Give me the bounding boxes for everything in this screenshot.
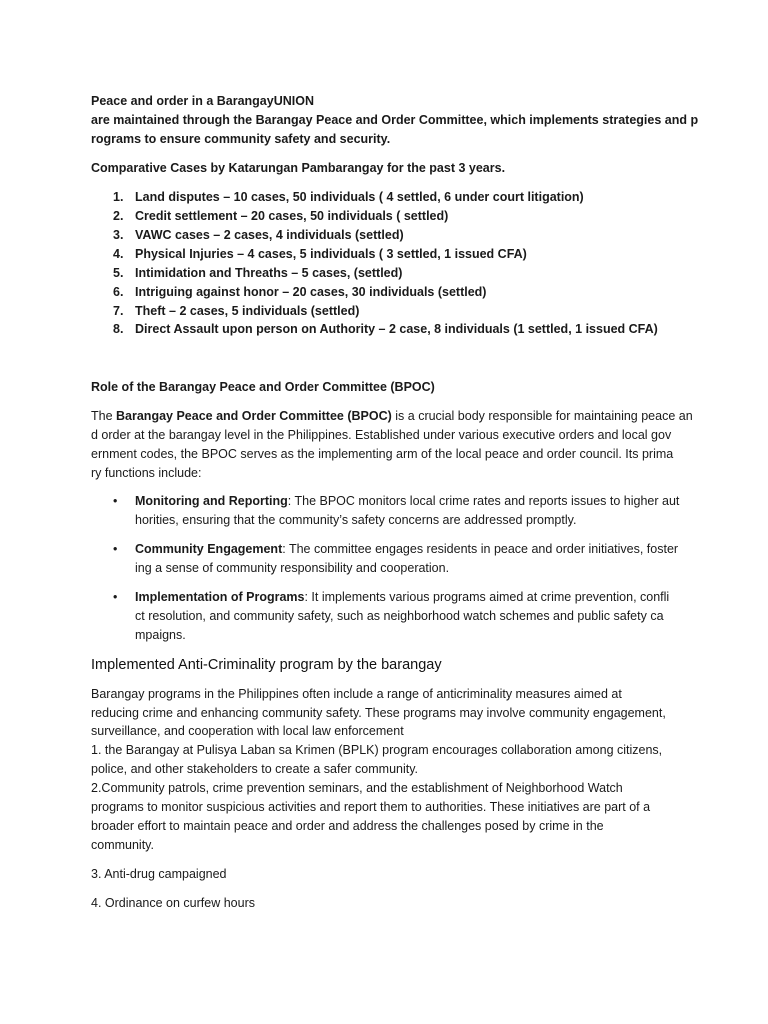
case-text: VAWC cases – 2 cases, 4 individuals (settled) bbox=[135, 228, 404, 242]
function-item-monitoring bbox=[135, 492, 679, 511]
case-item bbox=[113, 245, 527, 264]
anticrime-heading: Implemented Anti-Criminality program by the barangay bbox=[91, 657, 442, 673]
function-item-engagement bbox=[135, 540, 678, 559]
bpoc-paragraph-line-1 bbox=[91, 407, 693, 426]
case-text: Direct Assault upon person on Authority – 2 case, 8 individuals (1 settled, 1 issued CFA) bbox=[135, 322, 658, 336]
function-text-cont: horities, ensuring that the community’s safety concerns are addressed promptly. bbox=[135, 513, 577, 527]
function-label: Monitoring and Reporting bbox=[135, 494, 288, 508]
anticrime-line: broader effort to maintain peace and order and address the challenges posed by crime in the bbox=[91, 819, 604, 833]
anticrime-item-4: 4. Ordinance on curfew hours bbox=[91, 896, 255, 910]
case-text: Credit settlement – 20 cases, 50 individuals ( settled) bbox=[135, 209, 449, 223]
case-item bbox=[113, 207, 448, 226]
bpoc-heading: Role of the Barangay Peace and Order Committee (BPOC) bbox=[91, 380, 435, 394]
intro-title: Peace and order in a BarangayUNION bbox=[91, 94, 314, 108]
case-item bbox=[113, 320, 658, 339]
anticrime-line: surveillance, and cooperation with local law enforcement bbox=[91, 724, 404, 738]
anticrime-item-3: 3. Anti-drug campaigned bbox=[91, 867, 227, 881]
intro-line-1: are maintained through the Barangay Peace and Order Committee, which implements strategies and p bbox=[91, 113, 699, 127]
anticrime-line: community. bbox=[91, 838, 154, 852]
case-number: 4. bbox=[113, 247, 124, 261]
anticrime-line: 2.Community patrols, crime prevention seminars, and the establishment of Neighborhood Watch bbox=[91, 781, 623, 795]
case-item bbox=[113, 226, 404, 245]
function-item-implementation bbox=[135, 588, 669, 607]
case-text: Theft – 2 cases, 5 individuals (settled) bbox=[135, 304, 360, 318]
case-item bbox=[113, 188, 584, 207]
bpoc-the: The bbox=[91, 409, 117, 423]
case-text: Physical Injuries – 4 cases, 5 individuals ( 3 settled, 1 issued CFA) bbox=[135, 247, 527, 261]
case-item bbox=[113, 264, 402, 283]
case-number: 7. bbox=[113, 304, 124, 318]
bullet-icon: • bbox=[113, 590, 118, 604]
bullet-icon: • bbox=[113, 542, 118, 556]
cases-heading: Comparative Cases by Katarungan Pambarangay for the past 3 years. bbox=[91, 161, 506, 175]
function-text: : The BPOC monitors local crime rates and reports issues to higher aut bbox=[287, 494, 680, 508]
function-text-cont: ing a sense of community responsibility and cooperation. bbox=[135, 561, 450, 575]
function-text: : It implements various programs aimed at crime prevention, confli bbox=[304, 590, 670, 604]
bpoc-name-bold: Barangay Peace and Order Committee (BPOC) bbox=[116, 409, 392, 423]
anticrime-line: reducing crime and enhancing community safety. These programs may involve community engagement, bbox=[91, 706, 666, 720]
anticrime-line: programs to monitor suspicious activities and report them to authorities. These initiatives are part of a bbox=[91, 800, 651, 814]
case-number: 1. bbox=[113, 190, 124, 204]
case-item bbox=[113, 302, 359, 321]
function-label: Community Engagement bbox=[135, 542, 283, 556]
case-text: Intriguing against honor – 20 cases, 30 individuals (settled) bbox=[135, 285, 487, 299]
bpoc-paragraph-line-4: ry functions include: bbox=[91, 466, 202, 480]
anticrime-line: 1. the Barangay at Pulisya Laban sa Krimen (BPLK) program encourages collaboration among citizens, bbox=[91, 743, 663, 757]
case-text: Land disputes – 10 cases, 50 individuals ( 4 settled, 6 under court litigation) bbox=[135, 190, 584, 204]
bpoc-line-1-rest: is a crucial body responsible for maintaining peace an bbox=[391, 409, 693, 423]
bullet-icon: • bbox=[113, 494, 118, 508]
function-text-cont: ct resolution, and community safety, such as neighborhood watch schemes and public safety ca bbox=[135, 609, 664, 623]
case-number: 8. bbox=[113, 322, 124, 336]
anticrime-line: police, and other stakeholders to create a safer community. bbox=[91, 762, 419, 776]
intro-line-2: rograms to ensure community safety and security. bbox=[91, 132, 391, 146]
case-text: Intimidation and Threaths – 5 cases, (settled) bbox=[135, 266, 403, 280]
function-text: : The committee engages residents in peace and order initiatives, foster bbox=[282, 542, 679, 556]
case-number: 6. bbox=[113, 285, 124, 299]
function-text-cont: mpaigns. bbox=[135, 628, 186, 642]
bpoc-paragraph-line-3: ernment codes, the BPOC serves as the implementing arm of the local peace and order council. Its prima bbox=[91, 447, 674, 461]
case-number: 2. bbox=[113, 209, 124, 223]
case-item bbox=[113, 283, 486, 302]
case-number: 5. bbox=[113, 266, 124, 280]
function-label: Implementation of Programs bbox=[135, 590, 305, 604]
case-number: 3. bbox=[113, 228, 124, 242]
anticrime-line: Barangay programs in the Philippines often include a range of anticriminality measures aimed at bbox=[91, 687, 622, 701]
bpoc-paragraph-line-2: d order at the barangay level in the Philippines. Established under various executive orders and local gov bbox=[91, 428, 672, 442]
